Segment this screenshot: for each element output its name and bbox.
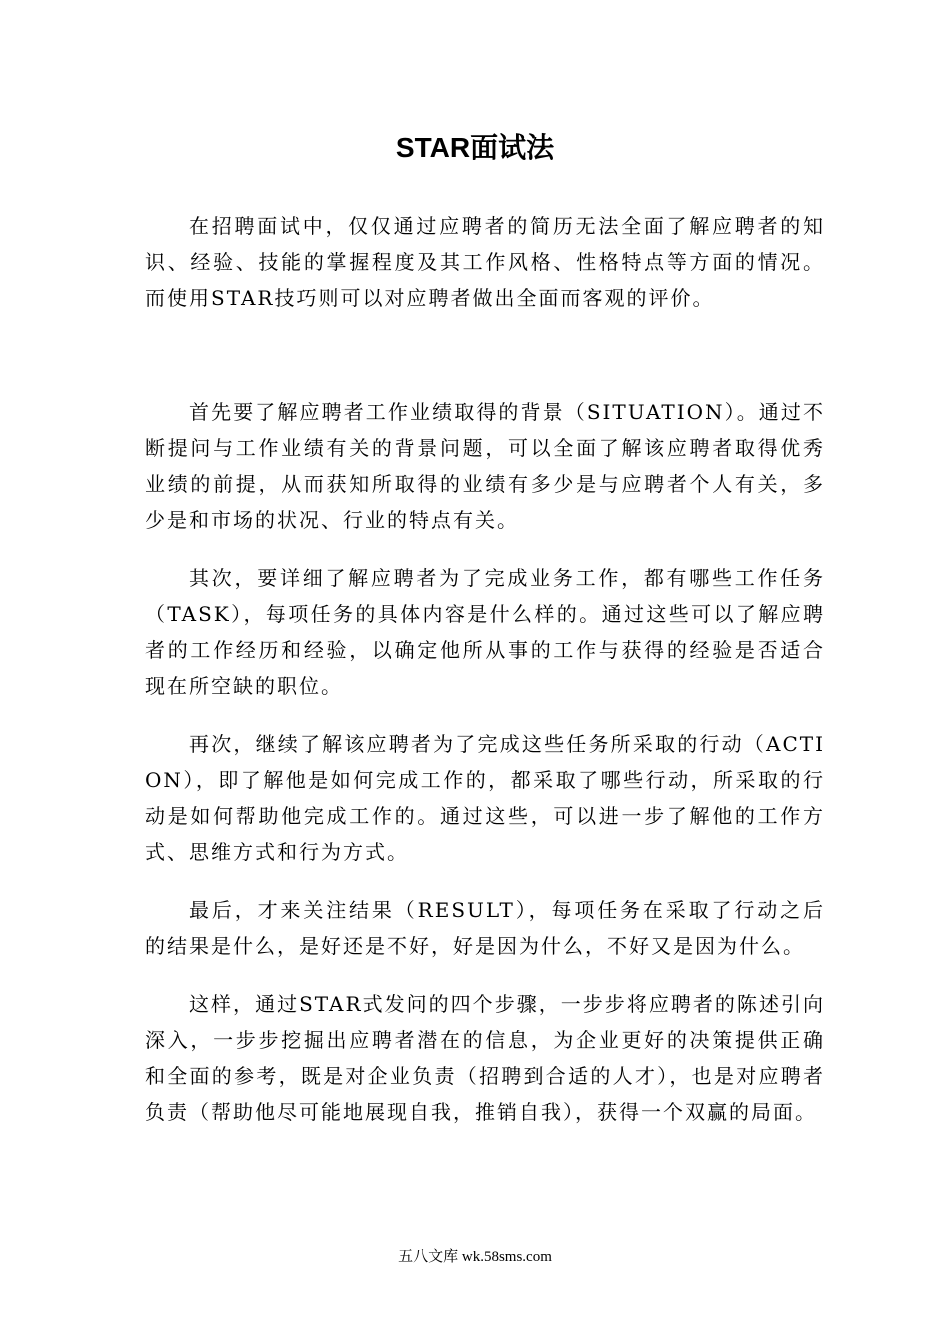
paragraph-action: 再次，继续了解该应聘者为了完成这些任务所采取的行动（ACTION），即了解他是如何完成工作的，都采取了哪些行动，所采取的行动是如何帮助他完成工作的。通过这些，可以进一步了解他的工作方式、思维方式和行为方式。	[145, 732, 825, 864]
paragraph-intro: 在招聘面试中，仅仅通过应聘者的简历无法全面了解应聘者的知识、经验、技能的掌握程度及其工作风格、性格特点等方面的情况。而使用STAR技巧则可以对应聘者做出全面而客观的评价。	[145, 214, 825, 310]
paragraph-spacer	[145, 538, 825, 560]
document-body	[145, 208, 825, 1130]
paragraph-spacer	[145, 704, 825, 726]
paragraph-task: 其次，要详细了解应聘者为了完成业务工作，都有哪些工作任务（TASK），每项任务的具体内容是什么样的。通过这些可以了解应聘者的工作经历和经验，以确定他所从事的工作与获得的经验是否适合现在所空缺的职位。	[145, 566, 825, 698]
page-footer: 五八文库 wk.58sms.com	[398, 1249, 552, 1265]
paragraph-spacer	[145, 964, 825, 986]
paragraph-spacer	[145, 316, 825, 394]
paragraph-conclusion: 这样，通过STAR式发问的四个步骤，一步步将应聘者的陈述引向深入，一步步挖掘出应聘者潜在的信息，为企业更好的决策提供正确和全面的参考，既是对企业负责（招聘到合适的人才），也是对应聘者负责（帮助他尽可能地展现自我，推销自我），获得一个双赢的局面。	[145, 992, 825, 1124]
paragraph-result: 最后，才来关注结果（RESULT），每项任务在采取了行动之后的结果是什么，是好还是不好，好是因为什么，不好又是因为什么。	[145, 898, 825, 958]
paragraph-situation: 首先要了解应聘者工作业绩取得的背景（SITUATION）。通过不断提问与工作业绩有关的背景问题，可以全面了解该应聘者取得优秀业绩的前提，从而获知所取得的业绩有多少是与应聘者个人有关，多少是和市场的状况、行业的特点有关。	[145, 400, 825, 532]
document-title: STAR面试法	[395, 132, 555, 163]
paragraph-spacer	[145, 870, 825, 892]
